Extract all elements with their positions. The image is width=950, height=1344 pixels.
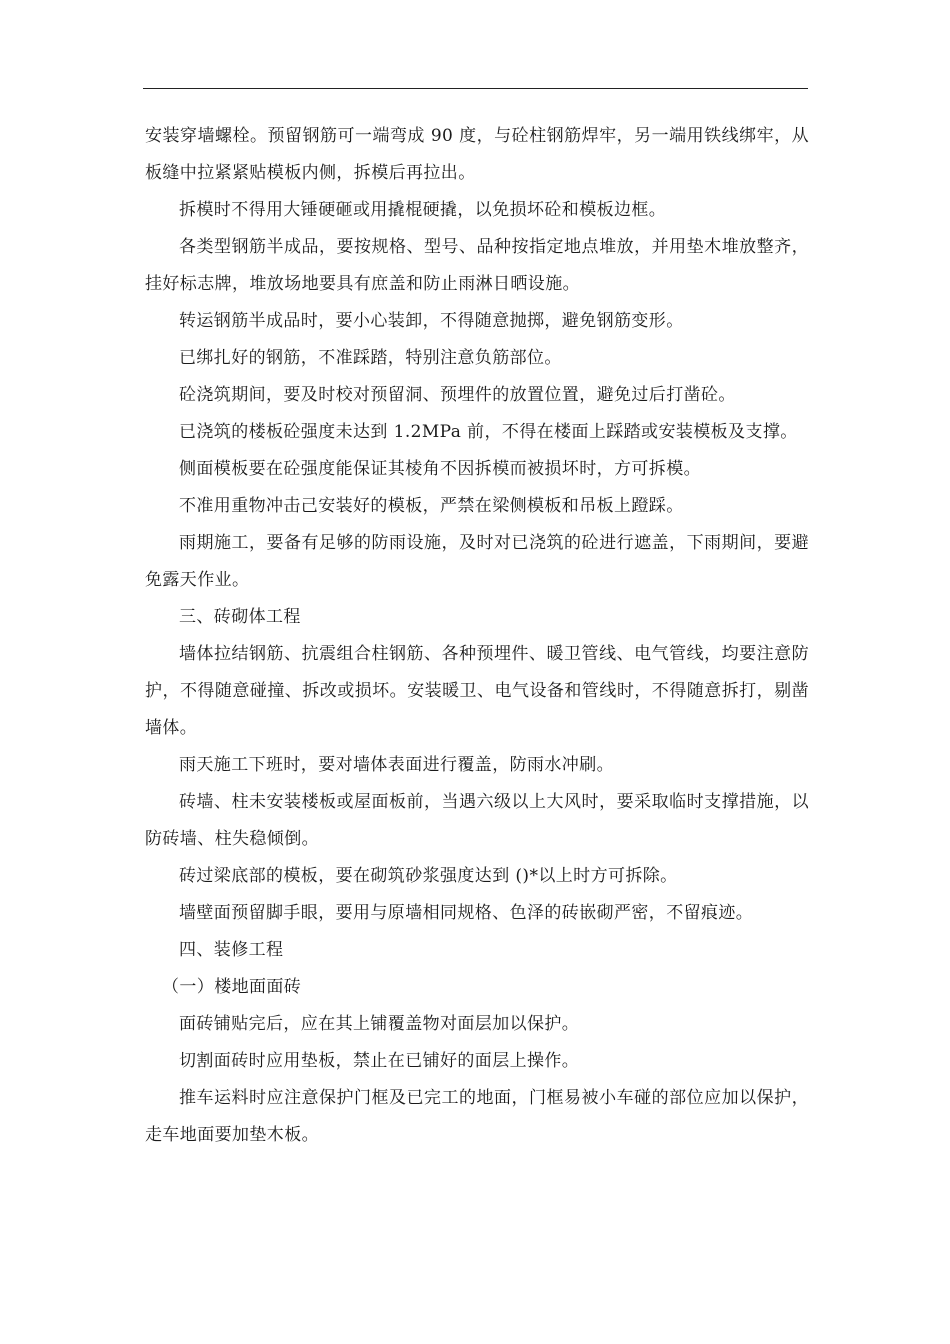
paragraph: 面砖铺贴完后，应在其上铺覆盖物对面层加以保护。 [179,1014,580,1034]
section-heading: 三、砖砌体工程 [179,607,301,627]
paragraph: 砖墙、柱未安装楼板或屋面板前，当遇六级以上大风时，要采取临时支撑措施，以防砖墙、柱失稳倾倒。 [145,792,809,849]
document-body [145,118,809,1154]
header-rule [143,88,808,89]
paragraph: 砼浇筑期间，要及时校对预留洞、预埋件的放置位置，避免过后打凿砼。 [179,385,736,405]
paragraph: 切割面砖时应用垫板，禁止在已铺好的面层上操作。 [179,1051,580,1071]
paragraph: 侧面模板要在砼强度能保证其棱角不因拆模而被损坏时，方可拆模。 [179,459,701,479]
paragraph: 雨期施工，要备有足够的防雨设施，及时对已浇筑的砼进行遮盖，下雨期间，要避免露天作业。 [145,533,809,590]
subsection-heading: （一）楼地面面砖 [162,977,302,997]
paragraph: 墙体拉结钢筋、抗震组合柱钢筋、各种预埋件、暖卫管线、电气管线，均要注意防护，不得随意碰撞、拆改或损坏。安装暖卫、电气设备和管线时，不得随意拆打，剔凿墙体。 [145,644,809,738]
paragraph: 推车运料时应注意保护门框及已完工的地面，门框易被小车碰的部位应加以保护，走车地面要加垫木板。 [145,1088,809,1145]
paragraph: 不准用重物冲击己安装好的模板，严禁在梁侧模板和吊板上蹬踩。 [179,496,684,516]
paragraph: 墙壁面预留脚手眼，要用与原墙相同规格、色泽的砖嵌砌严密，不留痕迹。 [179,903,754,923]
paragraph: 安装穿墙螺栓。预留钢筋可一端弯成 90 度，与砼柱钢筋焊牢，另一端用铁线绑牢，从板缝中拉紧紧贴模板内侧，拆模后再拉出。 [145,126,809,183]
paragraph: 已浇筑的楼板砼强度未达到 1.2MPa 前，不得在楼面上踩踏或安装模板及支撑。 [179,422,798,442]
paragraph: 转运钢筋半成品时，要小心装卸，不得随意抛掷，避免钢筋变形。 [179,311,684,331]
section-heading: 四、装修工程 [179,940,284,960]
paragraph: 拆模时不得用大锤硬砸或用撬棍硬撬，以免损坏砼和模板边框。 [179,200,667,220]
paragraph: 砖过梁底部的模板，要在砌筑砂浆强度达到 ()*以上时方可拆除。 [179,866,678,886]
paragraph: 已绑扎好的钢筋，不准踩踏，特别注意负筋部位。 [179,348,562,368]
paragraph: 各类型钢筋半成品，要按规格、型号、品种按指定地点堆放，并用垫木堆放整齐，挂好标志牌，堆放场地要具有庶盖和防止雨淋日晒设施。 [145,237,809,294]
paragraph: 雨天施工下班时，要对墙体表面进行覆盖，防雨水冲刷。 [179,755,614,775]
